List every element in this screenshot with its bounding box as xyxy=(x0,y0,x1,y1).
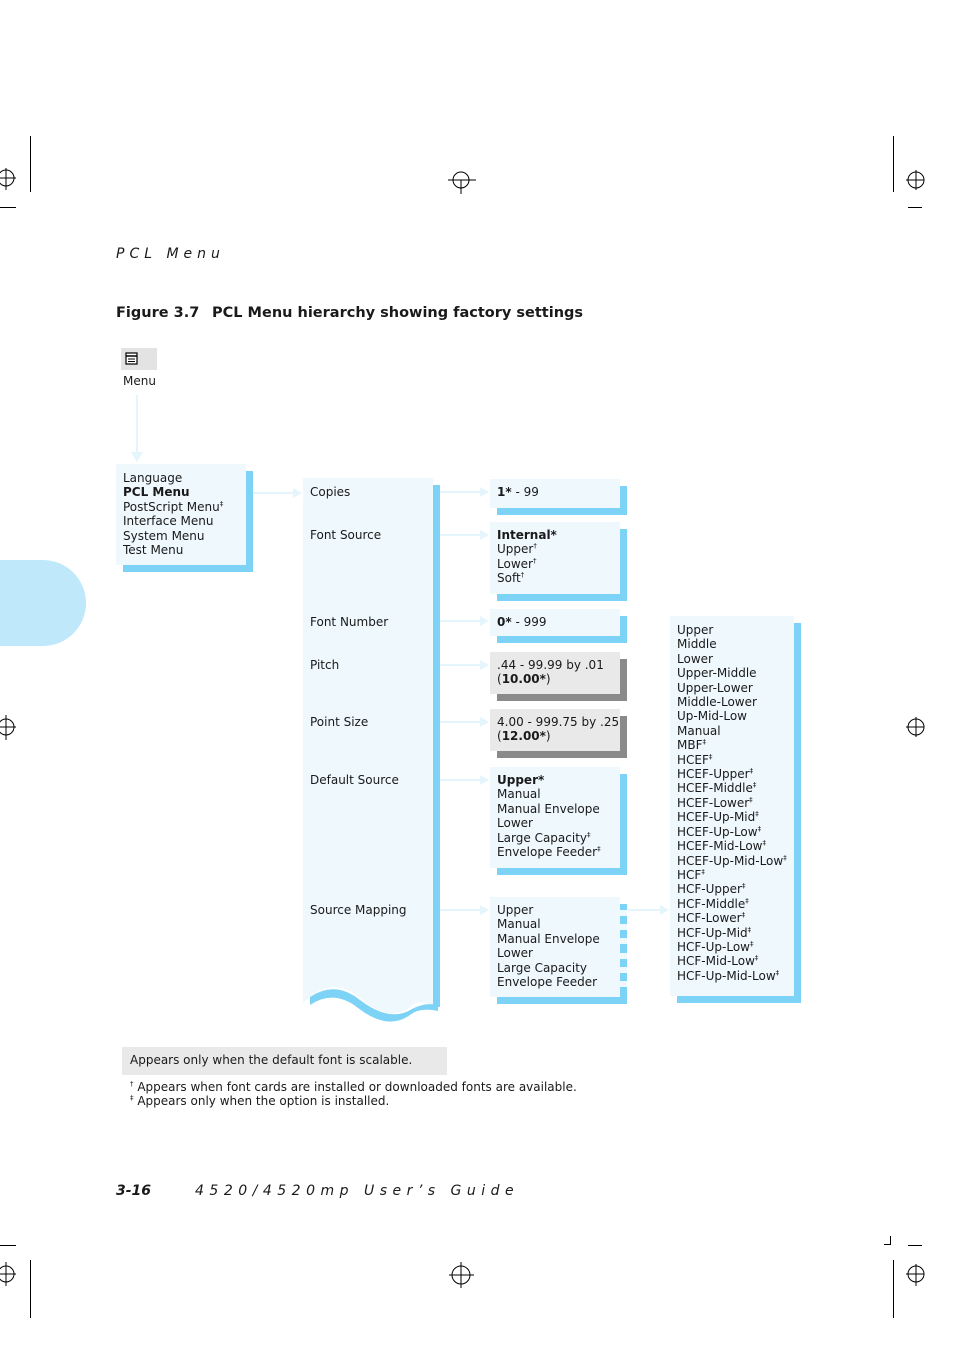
source-lower: Lower xyxy=(497,946,533,961)
main-menu-item-pcl[interactable]: PCL Menu xyxy=(123,485,190,500)
font-source-default: Internal* xyxy=(497,528,557,542)
tray-target: HCEF-Middle‡ xyxy=(677,781,757,796)
pcl-item-font-source[interactable]: Font Source xyxy=(310,528,382,542)
tray-target: HCEF-Upper‡ xyxy=(677,767,754,782)
footnote-double-dagger: ‡ Appears only when the option is installed. xyxy=(130,1094,390,1108)
font-number-default: 0* xyxy=(497,615,512,629)
tray-target: Upper-Lower xyxy=(677,680,753,695)
double-dagger-mark: ‡ xyxy=(219,499,224,508)
tray-target: HCF‡ xyxy=(677,867,705,882)
postscript-label: PostScript Menu xyxy=(123,499,220,514)
point-size-default-line: (12.00*) xyxy=(497,729,551,744)
source-manual: Manual xyxy=(497,917,541,932)
figure-label: Figure 3.7 xyxy=(116,305,200,321)
default-source-option: Lower xyxy=(497,816,533,831)
tray-target: HCF-Up-Mid-Low‡ xyxy=(677,968,780,983)
pcl-item-source-mapping[interactable]: Source Mapping xyxy=(310,903,407,917)
pitch-value xyxy=(497,658,604,687)
tray-target: HCEF-Up-Mid‡ xyxy=(677,810,759,825)
main-menu-list xyxy=(123,471,223,557)
tray-target: HCEF-Up-Mid-Low‡ xyxy=(677,853,787,868)
tray-targets-list xyxy=(677,623,787,983)
tray-target: Upper-Middle xyxy=(677,666,757,681)
tray-target: HCF-Lower‡ xyxy=(677,911,746,926)
main-menu-item-interface[interactable]: Interface Menu xyxy=(123,514,214,529)
tray-target: HCEF-Lower‡ xyxy=(677,795,753,810)
page-number: 3-16 xyxy=(116,1183,152,1199)
tray-target: Upper xyxy=(677,623,714,637)
pcl-menu-box xyxy=(300,475,445,1025)
default-source-default: Upper* xyxy=(497,773,545,787)
point-size-default: 12.00* xyxy=(501,729,546,744)
pcl-item-point-size[interactable]: Point Size xyxy=(310,715,369,729)
tray-target: HCEF‡ xyxy=(677,752,713,767)
tray-target: Middle xyxy=(677,637,717,652)
figure-caption: PCL Menu hierarchy showing factory settings xyxy=(212,305,584,321)
font-source-soft: Soft† xyxy=(497,571,525,586)
default-source-option: Manual Envelope xyxy=(497,801,600,816)
running-header: PCL Menu xyxy=(116,246,225,262)
tray-target: HCEF-Mid-Low‡ xyxy=(677,839,766,854)
pitch-range: .44 - 99.99 by .01 xyxy=(497,658,604,672)
tray-target: Up-Mid-Low xyxy=(677,709,747,724)
copies-default: 1* xyxy=(497,485,512,499)
copies-value xyxy=(497,485,539,499)
guide-title: 4520/4520mp User’s Guide xyxy=(195,1183,520,1199)
pitch-default-line: (10.00*) xyxy=(497,672,551,687)
source-large-capacity: Large Capacity xyxy=(497,960,588,975)
menu-button-label: Menu xyxy=(123,374,156,388)
source-mapping-tabs xyxy=(619,902,629,992)
tray-target: HCF-Up-Low‡ xyxy=(677,939,754,954)
tray-target: Middle-Lower xyxy=(677,695,757,710)
tray-target: HCF-Upper‡ xyxy=(677,882,746,897)
tray-target: Lower xyxy=(677,651,713,666)
tray-target: Manual xyxy=(677,723,721,738)
tray-target: HCF-Up-Mid‡ xyxy=(677,925,752,940)
font-source-list xyxy=(497,528,557,586)
point-size-value xyxy=(497,715,619,744)
default-source-option: Manual xyxy=(497,787,541,802)
font-number-range: - 999 xyxy=(511,615,547,629)
main-menu-item-system[interactable]: System Menu xyxy=(123,528,205,543)
source-mapping-sources xyxy=(497,903,600,989)
main-menu-item-postscript[interactable] xyxy=(123,500,223,514)
copies-range: - 99 xyxy=(511,485,539,499)
default-source-option: Envelope Feeder‡ xyxy=(497,845,601,860)
footnote-dagger: † Appears when font cards are installed or downloaded fonts are available. xyxy=(130,1080,577,1094)
point-size-range: 4.00 - 999.75 by .25 xyxy=(497,715,620,729)
pcl-item-pitch[interactable]: Pitch xyxy=(310,658,340,672)
pcl-item-font-number[interactable]: Font Number xyxy=(310,615,389,629)
source-envelope-feeder: Envelope Feeder xyxy=(497,975,598,990)
default-source-list xyxy=(497,773,601,859)
font-number-value xyxy=(497,615,547,629)
tray-target: HCF-Mid-Low‡ xyxy=(677,954,759,969)
source-upper: Upper xyxy=(497,903,534,917)
font-source-upper: Upper† xyxy=(497,542,537,557)
default-source-option: Large Capacity‡ xyxy=(497,830,591,845)
main-menu-item-language[interactable]: Language xyxy=(123,471,183,485)
tray-target: HCEF-Up-Low‡ xyxy=(677,824,762,839)
source-manual-envelope: Manual Envelope xyxy=(497,931,600,946)
pitch-default: 10.00* xyxy=(501,672,546,687)
main-menu-item-test[interactable]: Test Menu xyxy=(123,543,184,558)
pcl-item-copies[interactable]: Copies xyxy=(310,485,351,499)
tray-target: HCF-Middle‡ xyxy=(677,896,749,911)
pcl-item-default-source[interactable]: Default Source xyxy=(310,773,399,787)
tray-target: MBF‡ xyxy=(677,738,706,753)
font-source-lower: Lower† xyxy=(497,556,537,571)
legend-scalable-note: Appears only when the default font is scalable. xyxy=(130,1053,413,1067)
